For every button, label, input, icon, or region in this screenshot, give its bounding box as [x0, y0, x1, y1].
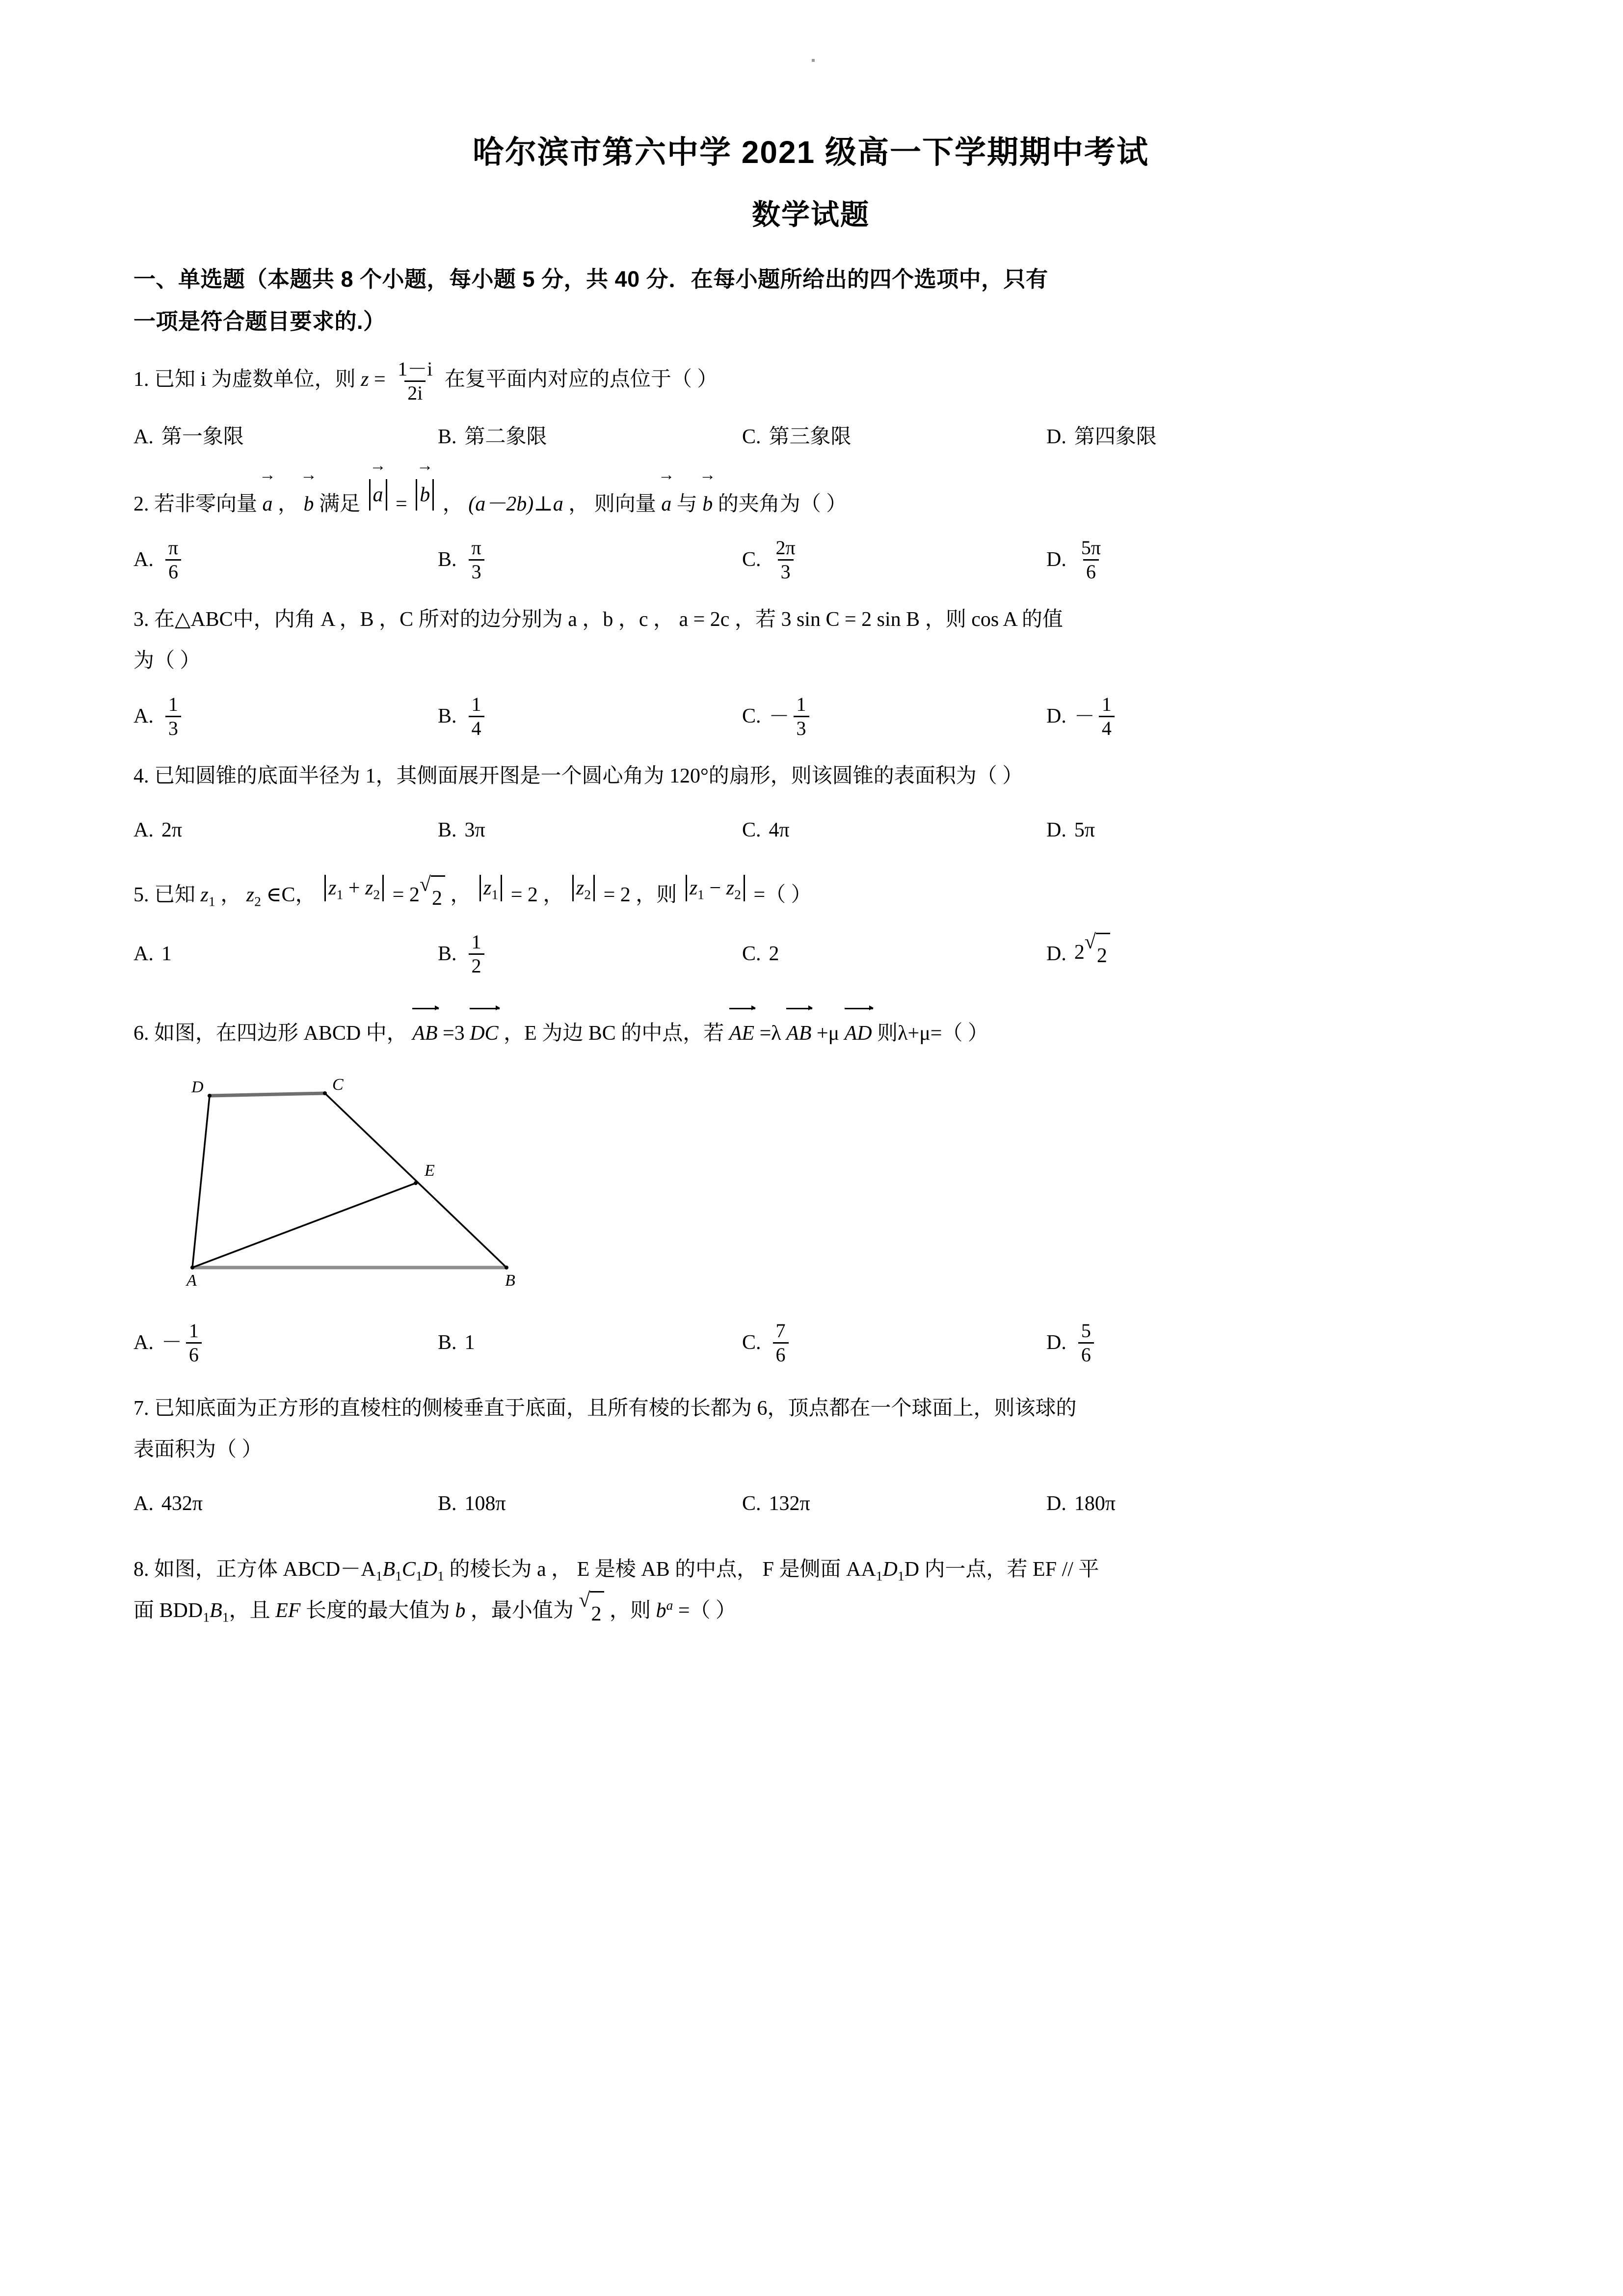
option-text: 2 √ 2 [1074, 932, 1110, 976]
question-4-number: 4. [133, 765, 149, 787]
option-fraction [165, 538, 181, 582]
question-5-options [133, 932, 1488, 976]
question-2-comma-3: ， [568, 493, 589, 515]
question-8-text-1e: 的棱长为 a ， E 是棱 AB 的中点， F 是侧面 AA [444, 1558, 876, 1581]
option-fraction-denominator: 3 [778, 559, 794, 582]
option-text: 5π [1074, 819, 1095, 841]
question-7-option-d[interactable] [1046, 1483, 1351, 1524]
question-8-sub-3: 1 [415, 1568, 423, 1584]
question-4-options [133, 810, 1488, 851]
question-8-text-2d: =（ ） [673, 1599, 737, 1622]
question-1-variable-z: z [361, 368, 369, 391]
question-1-stem [133, 359, 1488, 404]
question-6-vector-ae: AE [729, 1011, 754, 1054]
question-8-sub-8: 1 [222, 1609, 229, 1625]
option-letter: A. [133, 943, 154, 966]
option-fraction-denominator: 3 [794, 716, 809, 739]
label-c: C [332, 1075, 344, 1094]
option-fraction [1078, 1321, 1094, 1365]
question-3-option-d[interactable] [1046, 694, 1351, 739]
question-8-number: 8. [133, 1558, 149, 1581]
question-5-abs-diff [682, 867, 748, 909]
question-1-options-row [133, 416, 1488, 458]
option-fraction-numerator: 1 [168, 693, 178, 715]
question-5-option-b[interactable] [438, 932, 742, 976]
question-7-number: 7. [133, 1397, 149, 1420]
question-1-option-c[interactable] [742, 416, 1046, 458]
question-3-options-row [133, 694, 1488, 739]
question-7-text-1: 已知底面为正方形的直棱柱的侧棱垂直于底面，且所有棱的长都为 6，顶点都在一个球面上，则该球的 [154, 1397, 1077, 1420]
question-5-comma-4: ，则 [636, 884, 677, 906]
question-8-text-2b: B [210, 1599, 222, 1622]
question-6-option-a[interactable] [133, 1321, 438, 1365]
question-8-sub-4: 1 [437, 1568, 444, 1584]
abs-bar-left [324, 875, 326, 901]
option-text: 第二象限 [464, 426, 547, 448]
question-6 [133, 1011, 1488, 1365]
question-2-options [133, 538, 1488, 582]
question-4-text-1: 已知圆锥的底面半径为 1，其侧面展开图是一个圆心角为 120°的扇形，则该圆锥的表面积为（ ） [154, 765, 1023, 787]
option-letter: B. [438, 942, 457, 965]
point-d-dot [208, 1094, 212, 1098]
option-fraction-denominator: 4 [469, 716, 484, 739]
question-5-option-a[interactable] [133, 933, 438, 974]
label-d: D [191, 1078, 204, 1096]
option-fraction-denominator: 4 [1099, 716, 1115, 739]
option-fraction [1099, 694, 1115, 739]
question-5-abs-z2 [569, 867, 598, 909]
question-2-option-b[interactable] [438, 538, 742, 582]
segment-dc [210, 1093, 325, 1096]
abs-bar-left [369, 479, 371, 511]
question-2-abs-a-value: a → [373, 474, 383, 515]
question-6-figure [163, 1074, 1488, 1304]
page-subtitle: 数学试题 [751, 199, 870, 231]
abs-bar-right [386, 479, 387, 511]
question-5-stem [133, 867, 1488, 919]
question-2-abs-b [412, 474, 437, 515]
question-5-abs-sum [321, 867, 387, 909]
question-8-text-2c: ，且 EF 长度的最大值为 b ，最小值为 √ 2 ，则 $b^a$ [229, 1599, 673, 1622]
question-6-plus: +μ [816, 1022, 840, 1045]
option-fraction [469, 538, 484, 582]
option-letter: B. [438, 705, 457, 728]
question-8-text-2a: 面 BDD [133, 1599, 203, 1622]
question-8-sub-2: 1 [395, 1568, 402, 1584]
question-5-number: 5. [133, 884, 149, 906]
question-3-number: 3. [133, 608, 149, 631]
question-4 [133, 756, 1488, 851]
abs-bar-right [382, 875, 384, 901]
option-letter: B. [438, 1331, 457, 1354]
question-2-text-1: 若非零向量 [154, 493, 258, 515]
option-text: 4π [769, 819, 790, 841]
segment-cb [325, 1093, 506, 1268]
question-7-option-b[interactable] [438, 1483, 742, 1524]
question-4-option-a[interactable] [133, 810, 438, 851]
question-6-vector-ad: AD [845, 1011, 872, 1054]
question-6-text-1: 如图，在四边形 ABCD 中， [154, 1022, 407, 1045]
label-e: E [425, 1161, 435, 1180]
abs-bar-right [501, 875, 502, 901]
option-fraction-numerator: 5 [1081, 1319, 1091, 1342]
question-1-text-before: 已知 i 为虚数单位，则 [154, 368, 356, 391]
question-5-comma-1: ， [220, 884, 241, 906]
question-6-stem [133, 1011, 1488, 1054]
question-1-option-b[interactable] [438, 416, 742, 458]
question-5 [133, 867, 1488, 976]
question-3-line-2: 为（ ） [133, 649, 201, 672]
option-letter: D. [1046, 1492, 1066, 1515]
question-4-options-row [133, 810, 1488, 851]
question-2-vector-a: a → [263, 484, 273, 525]
option-letter: A. [133, 819, 154, 841]
question-3-option-b[interactable] [438, 694, 742, 739]
question-5-option-c[interactable] [742, 933, 1046, 974]
option-text: 1 [161, 943, 172, 966]
question-2-vector-b-2: b → [702, 484, 713, 525]
option-letter: C. [742, 1492, 761, 1515]
question-8-sub-7: 1 [203, 1609, 210, 1625]
point-c-dot [323, 1091, 327, 1095]
option-fraction-denominator: 6 [165, 559, 181, 582]
option-letter: D. [1046, 548, 1066, 571]
question-2-options-row [133, 538, 1488, 582]
question-1-fraction [395, 359, 435, 404]
option-letter: C. [742, 1331, 761, 1354]
question-2-abs-b-value: b → [420, 474, 430, 515]
question-1-equals: = [374, 368, 386, 391]
section-heading-line-1: 一、单选题（本题共 8 个小题，每小题 5 分，共 40 分．在每小题所给出的四个选项中，只有 [133, 267, 1048, 292]
question-1-option-d[interactable] [1046, 416, 1351, 458]
trapezoid-diagram [163, 1074, 595, 1290]
question-8-text-1f: D [882, 1558, 898, 1581]
question-6-options-row [133, 1321, 1488, 1365]
question-2-stem [133, 474, 1488, 525]
question-8 [133, 1549, 1488, 1635]
question-1-option-a[interactable] [133, 416, 438, 458]
question-6-option-c[interactable] [742, 1321, 1046, 1365]
abs-bar-left [572, 875, 574, 901]
segment-ae [192, 1183, 416, 1268]
option-fraction-denominator: 6 [186, 1342, 202, 1365]
question-4-option-d[interactable] [1046, 810, 1351, 851]
option-fraction [165, 694, 181, 739]
question-5-eq-1: = 2 √ 2 [393, 884, 445, 906]
question-4-line-1 [133, 756, 1488, 797]
question-2-option-a[interactable] [133, 538, 438, 582]
option-letter: A. [133, 705, 154, 728]
option-text: 1 [464, 1331, 475, 1354]
option-fraction-numerator: 1 [471, 693, 481, 715]
question-2-text-3: 则向量 [594, 493, 656, 515]
option-letter: D. [1046, 1331, 1066, 1354]
question-1 [133, 359, 1488, 458]
question-5-comma-3: ， [543, 884, 564, 906]
question-5-option-d[interactable] [1046, 932, 1351, 976]
question-7-line-2: 表面积为（ ） [133, 1438, 263, 1461]
option-fraction-denominator: 6 [1083, 559, 1099, 582]
option-text: 2π [161, 819, 183, 841]
question-3-options [133, 694, 1488, 739]
question-2-perp-expression: (a－2b)⊥a [468, 493, 563, 515]
option-fraction-denominator: 6 [1078, 1342, 1094, 1365]
question-6-vector-dc: DC [470, 1011, 498, 1054]
option-fraction [186, 1321, 202, 1365]
question-2-comma-1: ， [278, 493, 299, 515]
option-fraction-numerator: 1 [1101, 693, 1112, 715]
option-sign: － [161, 1331, 182, 1354]
question-7-line-1 [133, 1388, 1488, 1429]
option-fraction [773, 538, 798, 582]
question-4-option-c[interactable] [742, 810, 1046, 851]
question-6-option-b[interactable] [438, 1322, 742, 1363]
option-letter: C. [742, 943, 761, 966]
question-6-vector-ab: AB [412, 1011, 437, 1054]
option-letter: A. [133, 548, 154, 571]
question-1-text-after: 在复平面内对应的点位于（ ） [444, 368, 718, 391]
question-2-text-5: 的夹角为（ ） [718, 493, 847, 515]
question-1-fraction-denominator: 2i [404, 380, 426, 404]
option-text: 2 [769, 943, 779, 966]
section-heading-line-2: 一项是符合题目要求的.） [133, 308, 386, 334]
question-6-eq-1: =3 [443, 1022, 465, 1045]
option-letter: B. [438, 819, 457, 841]
question-6-options [133, 1321, 1488, 1365]
abs-bar-left [416, 479, 417, 511]
option-fraction-denominator: 3 [165, 716, 181, 739]
option-text: 第三象限 [769, 426, 851, 448]
question-2-vector-b: b → [304, 484, 314, 525]
option-letter: D. [1046, 943, 1066, 966]
option-letter: A. [133, 1331, 154, 1354]
abs-bar-right [593, 875, 595, 901]
question-8-sub-6: 1 [897, 1568, 905, 1584]
question-6-text-3: 则λ+μ=（ ） [877, 1022, 988, 1045]
question-7-option-c[interactable] [742, 1483, 1046, 1524]
point-a-dot [190, 1266, 194, 1270]
option-sign: － [769, 705, 790, 728]
option-letter: C. [742, 426, 761, 448]
question-8-line-1 [133, 1549, 1488, 1590]
option-letter: C. [742, 705, 761, 728]
question-8-sub-5: 1 [876, 1568, 883, 1584]
abs-bar-right [432, 479, 434, 511]
option-letter: A. [133, 426, 154, 448]
question-8-line-2 [133, 1590, 1488, 1635]
option-fraction [773, 1321, 789, 1365]
option-letter: C. [742, 819, 761, 841]
question-5-eq-3: = 2 [603, 884, 631, 906]
option-fraction-denominator: 3 [469, 559, 484, 582]
question-3-option-a[interactable] [133, 694, 438, 739]
question-5-z1: $z_1$ [200, 884, 215, 909]
option-fraction-numerator: 1 [471, 930, 481, 953]
question-1-fraction-numerator: 1－i [398, 358, 433, 380]
question-8-exponent: a [666, 1597, 673, 1613]
question-1-options [133, 416, 1488, 458]
question-5-abs-z2-value: $z_2$ [576, 877, 591, 902]
label-b: B [505, 1271, 515, 1290]
option-text: 第四象限 [1074, 426, 1157, 448]
question-8-text-1b: B [382, 1558, 396, 1581]
option-fraction-numerator: π [471, 537, 481, 559]
option-fraction-numerator: 1 [796, 693, 806, 715]
option-text: 108π [464, 1492, 506, 1515]
option-fraction-numerator: 1 [188, 1319, 199, 1342]
question-8-text-1a: 如图，正方体 ABCD－A [154, 1558, 376, 1581]
option-text: 432π [161, 1492, 203, 1515]
option-text: 180π [1074, 1492, 1116, 1515]
option-fraction-denominator: 2 [469, 953, 484, 976]
abs-bar-left [686, 875, 687, 901]
option-text: 132π [769, 1492, 810, 1515]
label-a: A [186, 1271, 197, 1290]
abs-bar-right [744, 875, 745, 901]
option-fraction-numerator: 5π [1081, 537, 1101, 559]
question-5-text-1: 已知 [154, 884, 196, 906]
question-3-line-1 [133, 599, 1488, 640]
page-content [133, 0, 1488, 1635]
segment-da [192, 1096, 210, 1268]
question-6-option-d[interactable] [1046, 1321, 1351, 1365]
question-2-comma-2: ， [442, 493, 463, 515]
point-b-dot [505, 1266, 508, 1270]
option-fraction-numerator: π [168, 537, 179, 559]
question-6-number: 6. [133, 1022, 149, 1045]
option-letter: C. [742, 548, 761, 571]
question-2-number: 2. [133, 493, 149, 515]
section-heading [133, 258, 1488, 342]
option-text: 第一象限 [161, 426, 244, 448]
option-fraction-denominator: 6 [773, 1342, 789, 1365]
option-letter: D. [1046, 705, 1066, 728]
question-5-options-row [133, 932, 1488, 976]
question-7-options-row [133, 1483, 1488, 1524]
question-3 [133, 599, 1488, 739]
option-fraction [469, 932, 484, 976]
question-5-z2: $z_2$ [246, 884, 261, 909]
question-3-text-1: 在△ABC中，内角 A ，B ，C 所对的边分别为 a ，b ，c ， a = 2c ，若 3 sin C = 2 sin B ，则 cos A 的值 [154, 608, 1063, 631]
question-5-eq-4: =（ ） [753, 884, 812, 906]
question-2 [133, 474, 1488, 582]
option-letter: D. [1046, 426, 1066, 448]
question-8-sub-1: 1 [375, 1568, 383, 1584]
question-5-abs-sum-value: $z_1 + z_2$ [328, 877, 380, 902]
question-2-abs-a [366, 474, 391, 515]
question-3-option-c[interactable] [742, 694, 1046, 739]
question-5-abs-z1-value: $z_1$ [483, 877, 499, 902]
question-2-option-d[interactable] [1046, 538, 1351, 582]
option-sign: － [1074, 705, 1095, 728]
option-letter: A. [133, 1492, 154, 1515]
question-2-equals: = [396, 493, 407, 515]
question-5-abs-z1 [476, 867, 506, 909]
option-letter: B. [438, 426, 457, 448]
question-6-text-2: ，E 为边 BC 的中点，若 [504, 1022, 724, 1045]
question-1-number: 1. [133, 368, 149, 391]
question-5-eq-2: = 2 [510, 884, 538, 906]
question-7-option-a[interactable] [133, 1483, 438, 1524]
question-2-text-4: 与 [676, 493, 697, 515]
option-fraction [794, 694, 809, 739]
question-2-vector-a-2: a → [661, 484, 671, 525]
question-5-abs-diff-value: $z_1 - z_2$ [689, 877, 741, 902]
option-fraction [1078, 538, 1104, 582]
question-7 [133, 1388, 1488, 1524]
option-text: 3π [464, 819, 485, 841]
option-letter: D. [1046, 819, 1066, 841]
abs-bar-left [479, 875, 481, 901]
option-fraction-numerator: 7 [775, 1319, 786, 1342]
question-5-comma-2: ， [450, 884, 471, 906]
question-7-options [133, 1483, 1488, 1524]
question-8-text-1d: D [422, 1558, 438, 1581]
point-e-dot [414, 1181, 418, 1185]
question-8-text-1c: C [401, 1558, 416, 1581]
option-fraction-numerator: 2π [775, 537, 796, 559]
question-5-set-membership: ∈C， [266, 884, 316, 906]
page-title: 哈尔滨市第六中学 2021 级高一下学期期中考试 [473, 135, 1149, 170]
option-letter: B. [438, 548, 457, 571]
option-fraction [469, 694, 484, 739]
question-2-text-2: 满足 [319, 493, 361, 515]
question-6-vector-ab-2: AB [786, 1011, 811, 1054]
question-8-text-1g: D 内一点，若 EF // 平 [904, 1558, 1099, 1581]
question-2-option-c[interactable] [742, 538, 1046, 582]
question-4-option-b[interactable] [438, 810, 742, 851]
question-6-eq-2: =λ [759, 1022, 781, 1045]
option-letter: B. [438, 1492, 457, 1515]
